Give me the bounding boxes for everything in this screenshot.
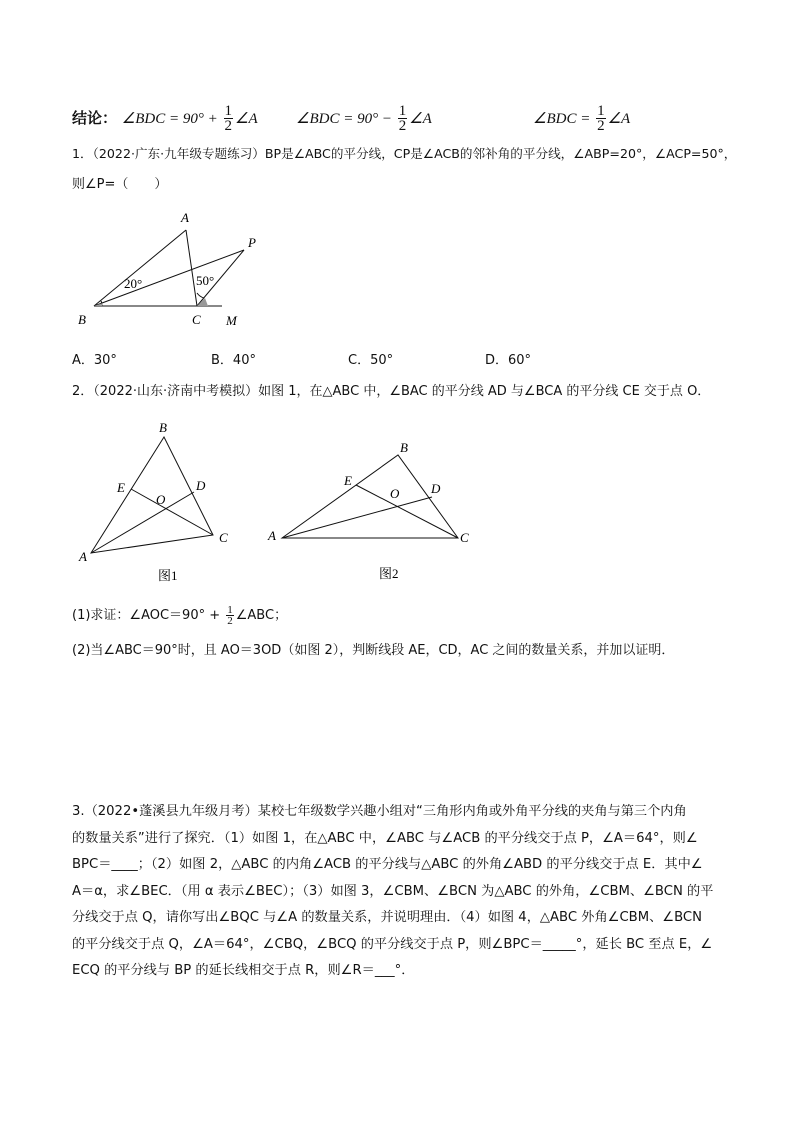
fig2-line-ad — [282, 497, 432, 538]
fig1-line-ce — [131, 489, 213, 535]
q1-option-b: B．40° — [211, 353, 256, 368]
q1-stem: 1．（2022·广东·九年级专题练习）BP是∠ABC的平分线，CP是∠ACB的邻补角的平分线，∠ABP=20°，∠ACP=50°， — [72, 146, 737, 161]
fig1-label-c: C — [219, 530, 228, 545]
fig2-label-b: B — [400, 440, 408, 455]
fig2-line-ce — [356, 485, 458, 538]
fig2-label-o: O — [390, 486, 400, 501]
formula-3: ∠BDC = $\frac{1}{2}$ ∠A — [533, 103, 631, 134]
q1-label-a: A — [181, 210, 189, 225]
q2-part-1: (1)求证：∠AOC＝90° + $\frac{1}{2}$ ∠ABC； — [72, 604, 288, 627]
q3-line: BPC＝____；（2）如图 2，△ABC 的内角∠ACB 的平分线与△ABC 的外角∠ABD 的平分线交于点 E．其中∠ — [72, 857, 703, 872]
fig1-label-b: B — [159, 420, 167, 435]
fig1-label-e: E — [117, 480, 125, 495]
fig2-caption: 图2 — [379, 566, 399, 581]
q3-paragraph — [72, 799, 722, 985]
conclusion-row — [72, 104, 258, 133]
q3-line: ECQ 的平分线与 BP 的延长线相交于点 R，则∠R＝___°． — [72, 963, 415, 978]
fig2-label-e: E — [344, 473, 352, 488]
fig1-triangle — [91, 437, 213, 553]
fig2-label-a: A — [268, 528, 276, 543]
q1-option-d: D．60° — [485, 353, 532, 368]
q1-angle-20: 20° — [124, 276, 143, 291]
q2-figure-2 — [262, 435, 482, 585]
q1-angle-50: 50° — [196, 273, 215, 288]
fig1-label-o: O — [156, 492, 166, 507]
fig2-label-d: D — [431, 481, 441, 496]
q1-label-m: M — [226, 313, 237, 328]
q1-line-bp — [94, 250, 244, 306]
q1-angle-mark-c — [197, 293, 204, 298]
q3-line: 的数量关系”进行了探究．（1）如图 1，在△ABC 中，∠ABC 与∠ACB 的平分线交于点 P，∠A＝64°，则∠ — [72, 830, 698, 846]
q2-stem: 2．（2022·山东·济南中考模拟）如图 1，在△ABC 中，∠BAC 的平分线 AD 与∠BCA 的平分线 CE 交于点 O． — [72, 384, 711, 399]
q2-figure-1 — [72, 415, 242, 585]
q2-part-2: (2)当∠ABC＝90°时，且 AO＝3OD（如图 2），判断线段 AE，CD，AC 之间的数量关系，并加以证明． — [72, 643, 675, 658]
conclusion-label: 结论： — [72, 109, 118, 127]
q3-line: 的平分线交于点 Q，∠A＝64°，∠CBQ，∠BCQ 的平分线交于点 P，则∠BPC＝_____°，延长 BC 至点 E，∠ — [72, 936, 713, 952]
formula-2: ∠BDC = 90° − $\frac{1}{2}$ ∠A — [296, 103, 432, 134]
fig2-triangle — [282, 455, 458, 538]
q3-line: A＝α，求∠BEC．（用 α 表示∠BEC）；（3）如图 3，∠CBM、∠BCN 为△ABC 的外角，∠CBM、∠BCN 的平 — [72, 883, 714, 899]
q1-label-c: C — [192, 312, 201, 327]
q1-line-ba — [94, 230, 186, 306]
fig1-label-a: A — [79, 549, 87, 564]
formula-1-pre: ∠BDC = 90° + — [121, 111, 222, 127]
q3-line: 分线交于点 Q，请你写出∠BQC 与∠A 的数量关系，并说明理由．（4）如图 4，△ABC 外角∠CBM、∠BCN — [72, 910, 702, 925]
q1-ask: 则∠P=（ ） — [72, 177, 168, 192]
q1-option-c: C．50° — [348, 353, 394, 368]
q1-label-b: B — [78, 312, 86, 327]
q1-option-a: A．30° — [72, 353, 117, 368]
fig1-caption: 图1 — [158, 568, 178, 583]
formula-1-fraction: $\frac{1}{2}$ — [224, 103, 232, 134]
q1-figure — [72, 205, 272, 330]
q1-label-p: P — [248, 235, 256, 250]
fig1-label-d: D — [196, 478, 206, 493]
fig2-label-c: C — [460, 530, 469, 545]
fig1-line-ad — [91, 492, 194, 553]
formula-1-post: ∠A — [235, 111, 258, 127]
q3-line: 3.（2022•蓬溪县九年级月考）某校七年级数学兴趣小组对“三角形内角或外角平分线的夹角与第三个内角 — [72, 804, 687, 819]
